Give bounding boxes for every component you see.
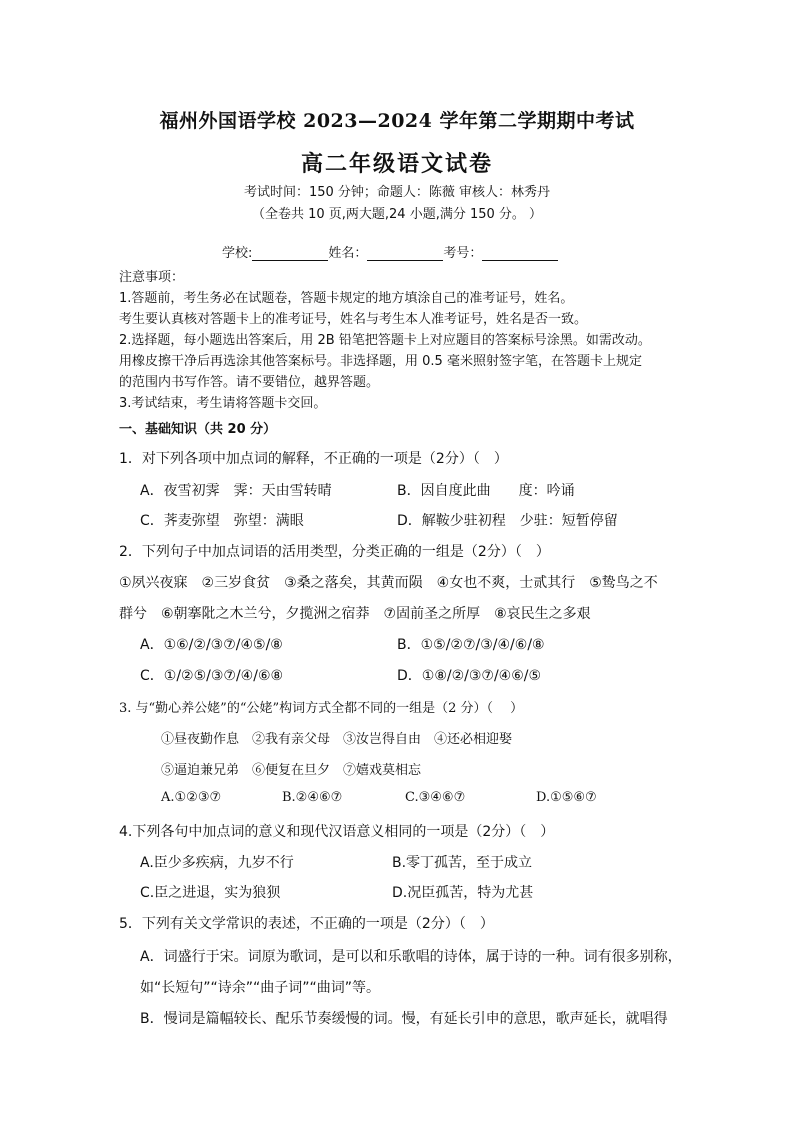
question-2-option-b: B．①⑤/②⑦/③/④/⑥/⑧: [397, 637, 545, 653]
notes-line: 2.选择题，每小题选出答案后，用 2B 铅笔把答题卡上对应题目的答案标号涂黑。如需改动。: [119, 333, 651, 348]
question-2-option-d: D．①⑧/②/③⑦/④⑥/⑤: [397, 668, 542, 684]
question-1-option-b: B．因自度此曲 度：吟诵: [397, 483, 575, 499]
question-5-option-a: A．词盛行于宋。词原为歌词，是可以和乐歌唱的诗体，属于诗的一种。词有很多别称，: [140, 949, 682, 965]
notes-heading: 注意事项：: [119, 270, 185, 285]
exam-info: 考试时间：150 分钟；命题人：陈薇 审核人：林秀丹: [243, 185, 551, 200]
number-blank[interactable]: [482, 246, 558, 261]
paper-title: 高二年级语文试卷: [300, 151, 493, 177]
notes-line: 1.答题前，考生务必在试题卷，答题卡规定的地方填涂自己的准考证号，姓名。: [119, 291, 574, 306]
question-3-phrases: ①昼夜勤作息 ②我有亲父母 ③汝岂得自由 ④还必相迎娶: [161, 732, 513, 747]
question-2-stem: 2．下列句子中加点词语的活用类型，分类正确的一组是（2分）（ ）: [119, 544, 550, 560]
question-2-sentences: 群兮 ⑥朝搴阰之木兰兮，夕揽洲之宿莽 ⑦固前圣之所厚 ⑧哀民生之多艰: [119, 606, 591, 622]
question-5-option-b: B．慢词是篇幅较长、配乐节奏缓慢的词。慢，有延长引申的意思，歌声延长，就唱得: [140, 1011, 668, 1027]
notes-line: 的范围内书写作答。请不要错位，越界答题。: [119, 375, 380, 390]
school-exam-title: 福州外国语学校 2023—2024 学年第二学期期中考试: [159, 110, 635, 132]
question-1-option-a: A．夜雪初霁 霁：天由雪转晴: [140, 483, 332, 499]
question-3-option-c: C.③④⑥⑦: [405, 790, 466, 805]
question-1-option-d: D．解鞍少驻初程 少驻：短暂停留: [397, 513, 618, 529]
question-3-option-b: B.②④⑥⑦: [282, 790, 343, 805]
student-info-fields: [222, 242, 558, 261]
question-5-stem: 5．下列有关文学常识的表述，不正确的一项是（2分）（ ）: [119, 916, 494, 932]
question-2-option-a: A．①⑥/②/③⑦/④⑤/⑧: [140, 637, 283, 653]
notes-line: 3.考试结束，考生请将答题卡交回。: [119, 396, 327, 411]
question-5-option-a-continued: 如“长短句”“诗余”“曲子词”“曲词”等。: [140, 980, 381, 996]
school-label: 学校:: [222, 246, 253, 261]
question-3-option-a: A.①②③⑦: [161, 790, 222, 805]
question-4-option-b: B.零丁孤苦，至于成立: [392, 855, 533, 871]
question-1-stem: 1．对下列各项中加点词的解释，不正确的一项是（2分）（ ）: [119, 451, 508, 467]
question-4-option-d: D.况臣孤苦，特为尤甚: [392, 885, 534, 901]
notes-line: 考生要认真核对答题卡上的准考证号，姓名与考生本人准考证号，姓名是否一致。: [119, 312, 588, 327]
number-label: 考号：: [443, 246, 483, 261]
question-2-sentences: ①夙兴夜寐 ②三岁食贫 ③桑之落矣，其黄而陨 ④女也不爽，士贰其行 ⑤鸷鸟之不: [119, 575, 658, 591]
scope-info: （全卷共 10 页,两大题,24 小题,满分 150 分。 ）: [251, 207, 543, 222]
question-4-stem: 4.下列各句中加点词的意义和现代汉语意义相同的一项是（2分）（ ）: [119, 824, 555, 840]
question-4-option-c: C.臣之进退，实为狼狈: [140, 885, 281, 901]
name-label: 姓名：: [328, 246, 368, 261]
question-4-option-a: A.臣少多疾病，九岁不行: [140, 855, 294, 871]
name-blank[interactable]: [367, 246, 443, 261]
question-3-option-d: D.①⑤⑥⑦: [536, 790, 597, 805]
school-blank[interactable]: [252, 246, 328, 261]
question-2-option-c: C．①/②⑤/③⑦/④/⑥⑧: [140, 668, 284, 684]
notes-line: 用橡皮擦干净后再选涂其他答案标号。非选择题，用 0.5 毫米照射签字笔，在答题卡上规定: [119, 354, 642, 369]
question-1-option-c: C．荠麦弥望 弥望：满眼: [140, 513, 304, 529]
question-3-phrases: ⑤逼迫兼兄弟 ⑥便复在旦夕 ⑦嬉戏莫相忘: [161, 763, 422, 778]
question-3-stem: 3. 与“勤心养公姥”的“公姥”构词方式全都不同的一组是（2 分）（ ）: [119, 701, 524, 716]
section-heading: 一、基础知识（共 20 分）: [119, 422, 277, 437]
